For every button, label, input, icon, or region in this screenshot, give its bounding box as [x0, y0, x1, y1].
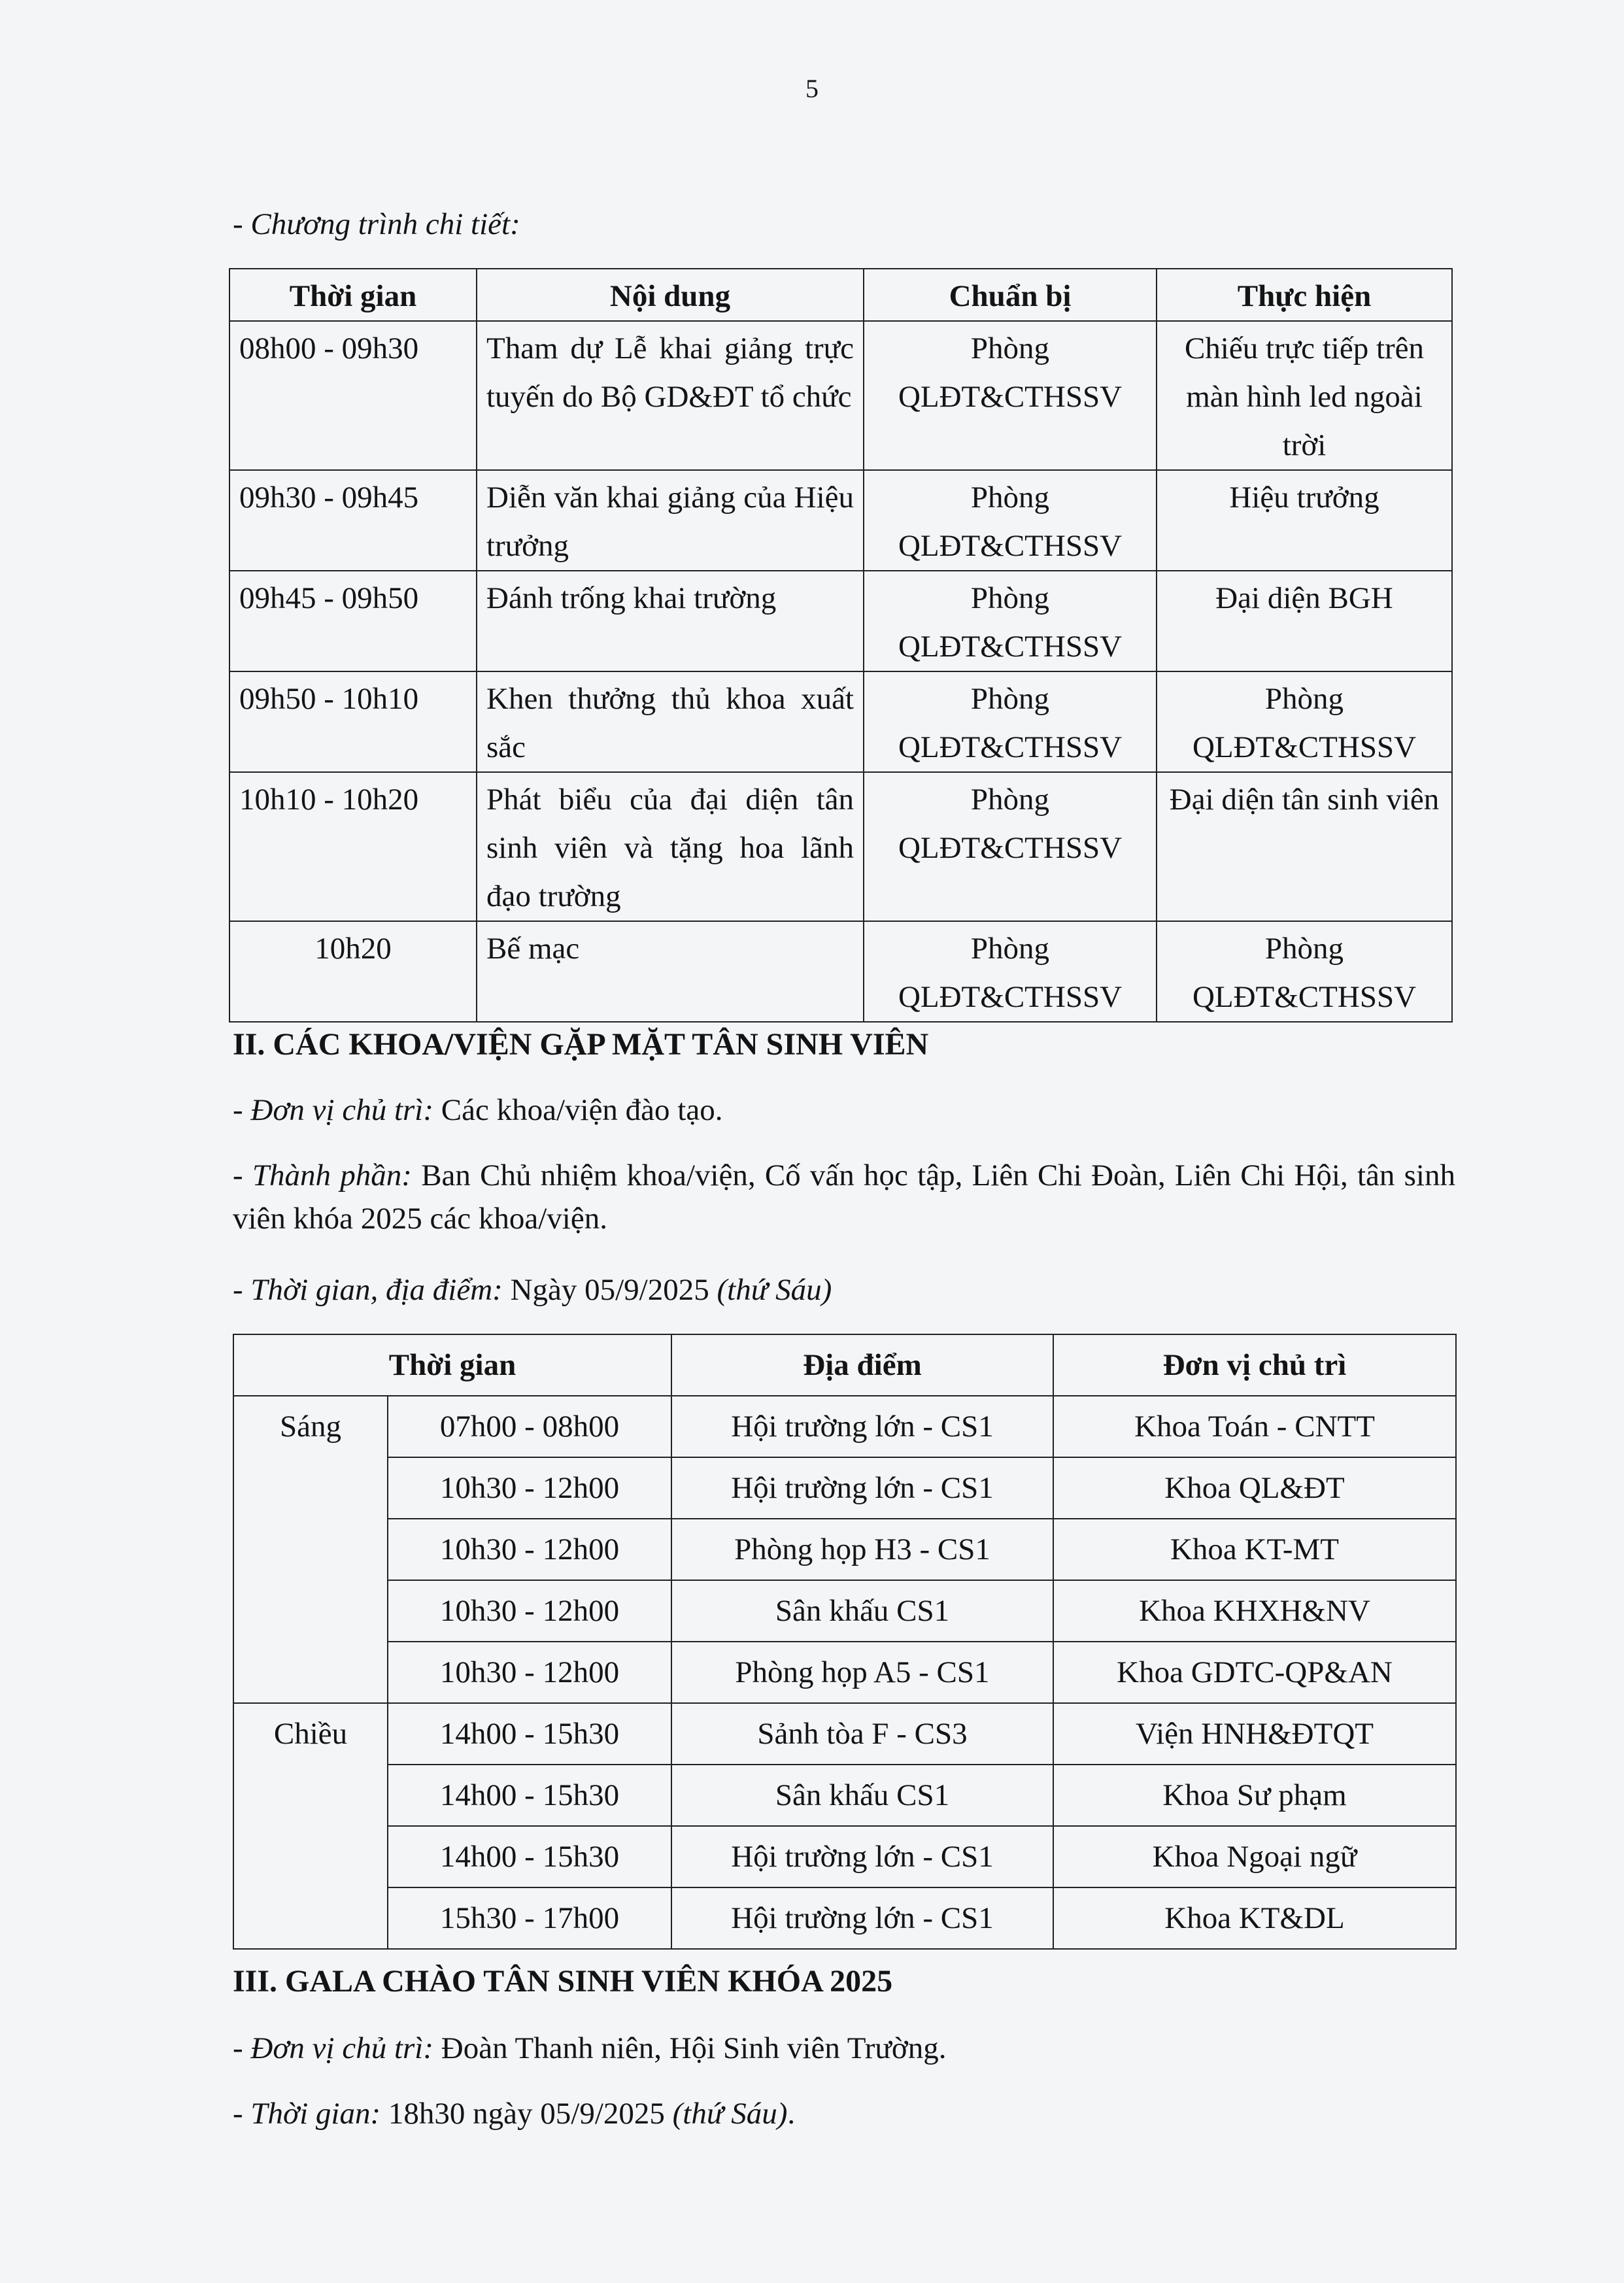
row-time: 14h00 - 15h30 [388, 1765, 671, 1826]
row-exec: Chiếu trực tiếp trên màn hình led ngoài trời [1157, 321, 1452, 470]
table-row [233, 1642, 1456, 1703]
row-exec: Phòng QLĐT&CTHSSV [1157, 671, 1452, 772]
row-place: Phòng họp A5 - CS1 [671, 1642, 1053, 1703]
row-place: Phòng họp H3 - CS1 [671, 1519, 1053, 1580]
members-value: Ban Chủ nhiệm khoa/viện, Cố vấn học tập, Liên Chi Đoàn, Liên Chi Hội, tân sinh viên khóa 2025 các khoa/viện. [233, 1158, 1455, 1236]
section3-heading: III. GALA CHÀO TÂN SINH VIÊN KHÓA 2025 [233, 1964, 893, 1999]
row-place: Hội trường lớn - CS1 [671, 1396, 1053, 1457]
row-time: 09h50 - 10h10 [229, 671, 477, 772]
host-value: Đoàn Thanh niên, Hội Sinh viên Trường. [433, 2031, 947, 2065]
section2-time [233, 1268, 1455, 1311]
header-place: Địa điểm [671, 1334, 1053, 1396]
row-time: 15h30 - 17h00 [388, 1887, 671, 1949]
row-time: 09h30 - 09h45 [229, 470, 477, 571]
time-label: - Thời gian: [233, 2097, 381, 2131]
row-prep: Phòng QLĐT&CTHSSV [864, 571, 1157, 671]
row-content: Tham dự Lễ khai giảng trực tuyến do Bộ GD&ĐT tổ chức [477, 321, 864, 470]
header-time: Thời gian [229, 269, 477, 321]
time-end: . [787, 2097, 796, 2131]
table-row [229, 470, 1452, 571]
section2-members [233, 1154, 1455, 1240]
row-place: Sảnh tòa F - CS3 [671, 1703, 1053, 1765]
row-time: 10h30 - 12h00 [388, 1642, 671, 1703]
table-row [233, 1396, 1456, 1457]
header-time: Thời gian [233, 1334, 671, 1396]
host-label: - Đơn vị chủ trì: [233, 2031, 434, 2065]
faculty-meeting-table [233, 1334, 1457, 1950]
row-time: 07h00 - 08h00 [388, 1396, 671, 1457]
table-row [229, 321, 1452, 470]
header-exec: Thực hiện [1157, 269, 1452, 321]
row-content: Phát biểu của đại diện tân sinh viên và tặng hoa lãnh đạo trường [477, 772, 864, 921]
host-value: Các khoa/viện đào tạo. [433, 1093, 723, 1127]
table-row [233, 1765, 1456, 1826]
header-content: Nội dung [477, 269, 864, 321]
time-value: 18h30 ngày 05/9/2025 [381, 2097, 673, 2131]
row-prep: Phòng QLĐT&CTHSSV [864, 921, 1157, 1022]
row-unit: Khoa KT-MT [1053, 1519, 1456, 1580]
header-unit: Đơn vị chủ trì [1053, 1334, 1456, 1396]
table-row [233, 1519, 1456, 1580]
row-time: 10h10 - 10h20 [229, 772, 477, 921]
table-row [229, 571, 1452, 671]
page-number: 5 [805, 74, 819, 103]
section2-host [233, 1089, 1455, 1132]
table-row [233, 1580, 1456, 1642]
row-time: 08h00 - 09h30 [229, 321, 477, 470]
row-unit: Khoa KHXH&NV [1053, 1580, 1456, 1642]
row-content: Diễn văn khai giảng của Hiệu trưởng [477, 470, 864, 571]
row-place: Hội trường lớn - CS1 [671, 1457, 1053, 1519]
row-prep: Phòng QLĐT&CTHSSV [864, 321, 1157, 470]
row-unit: Khoa KT&DL [1053, 1887, 1456, 1949]
time-day: (thứ Sáu) [717, 1273, 832, 1307]
detail-label: - Chương trình chi tiết: [233, 207, 520, 241]
time-value: Ngày 05/9/2025 [502, 1273, 717, 1307]
host-label: - Đơn vị chủ trì: [233, 1093, 434, 1127]
row-time: 10h20 [229, 921, 477, 1022]
section2-heading: II. CÁC KHOA/VIỆN GẶP MẶT TÂN SINH VIÊN [233, 1027, 929, 1062]
row-unit: Khoa Ngoại ngữ [1053, 1826, 1456, 1887]
table-row [233, 1887, 1456, 1949]
row-exec: Đại diện tân sinh viên [1157, 772, 1452, 921]
section3-time [233, 2092, 1455, 2135]
row-time: 14h00 - 15h30 [388, 1826, 671, 1887]
row-prep: Phòng QLĐT&CTHSSV [864, 470, 1157, 571]
row-content: Bế mạc [477, 921, 864, 1022]
section3-host [233, 2027, 1455, 2070]
table-row [229, 671, 1452, 772]
header-prep: Chuẩn bị [864, 269, 1157, 321]
row-time: 10h30 - 12h00 [388, 1457, 671, 1519]
row-prep: Phòng QLĐT&CTHSSV [864, 671, 1157, 772]
row-time: 10h30 - 12h00 [388, 1580, 671, 1642]
row-prep: Phòng QLĐT&CTHSSV [864, 772, 1157, 921]
row-exec: Hiệu trưởng [1157, 470, 1452, 571]
row-unit: Khoa Sư phạm [1053, 1765, 1456, 1826]
row-content: Đánh trống khai trường [477, 571, 864, 671]
row-time: 09h45 - 09h50 [229, 571, 477, 671]
period-afternoon: Chiều [233, 1703, 388, 1949]
row-place: Sân khấu CS1 [671, 1580, 1053, 1642]
table-row [229, 921, 1452, 1022]
table-header-row [233, 1334, 1456, 1396]
row-unit: Khoa GDTC-QP&AN [1053, 1642, 1456, 1703]
row-exec: Đại diện BGH [1157, 571, 1452, 671]
row-unit: Khoa Toán - CNTT [1053, 1396, 1456, 1457]
row-exec: Phòng QLĐT&CTHSSV [1157, 921, 1452, 1022]
row-unit: Khoa QL&ĐT [1053, 1457, 1456, 1519]
table-row [233, 1457, 1456, 1519]
row-place: Sân khấu CS1 [671, 1765, 1053, 1826]
row-content: Khen thưởng thủ khoa xuất sắc [477, 671, 864, 772]
row-time: 14h00 - 15h30 [388, 1703, 671, 1765]
table-row [233, 1703, 1456, 1765]
table-row [233, 1826, 1456, 1887]
members-label: - Thành phần: [233, 1158, 412, 1192]
time-label: - Thời gian, địa điểm: [233, 1273, 503, 1307]
row-time: 10h30 - 12h00 [388, 1519, 671, 1580]
table-row [229, 772, 1452, 921]
period-morning: Sáng [233, 1396, 388, 1703]
row-place: Hội trường lớn - CS1 [671, 1826, 1053, 1887]
program-table [229, 268, 1453, 1023]
time-day: (thứ Sáu) [672, 2097, 788, 2131]
row-unit: Viện HNH&ĐTQT [1053, 1703, 1456, 1765]
table-header-row [229, 269, 1452, 321]
row-place: Hội trường lớn - CS1 [671, 1887, 1053, 1949]
